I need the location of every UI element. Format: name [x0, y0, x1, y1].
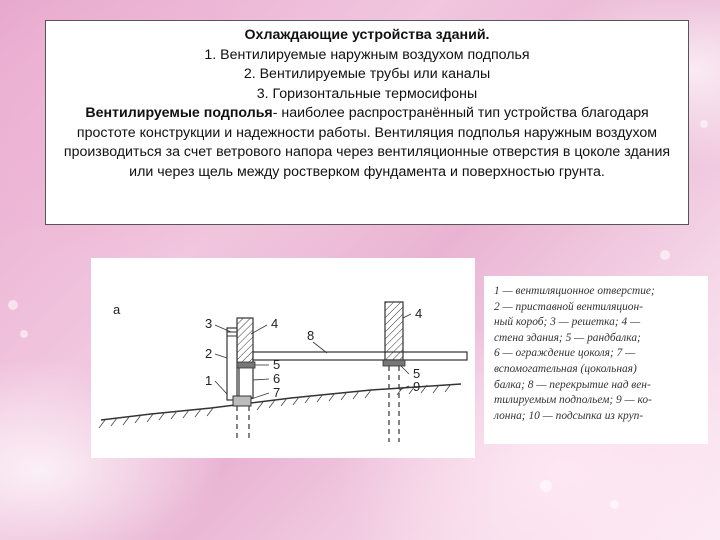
foundation-drawing: [91, 258, 475, 458]
label-4-right: 4: [415, 306, 423, 321]
background-bokeh: [20, 330, 28, 338]
legend-line: ный короб; 3 — решетка; 4 —: [494, 316, 641, 329]
left-wall: [237, 318, 253, 364]
slide-text-box: [45, 20, 689, 225]
background-bokeh: [700, 120, 708, 128]
ground-line: [101, 384, 461, 420]
ring-beam: [237, 362, 255, 368]
legend-line: вспомогательная (цокольная): [494, 362, 637, 375]
background-bokeh: [540, 480, 552, 492]
column: [389, 366, 399, 442]
background-bokeh: [610, 500, 619, 509]
paragraph-rest: - наиболее распространённый тип устройства благодаря простоте конструкции и надежности работы. Вентиляция подполья наружным воздухом производиться за счет ветрового напора через вентиляционные отверстия в цоколе здания или через щель между ростверком фундамента и поверхностью грунта.: [63, 105, 671, 180]
label-5-left: 5: [273, 357, 281, 372]
label-9: 9: [413, 379, 421, 394]
label-6: 6: [273, 371, 281, 386]
label-2: 2: [205, 346, 213, 361]
legend-line: 2 — приставной вентиляцион-: [494, 300, 643, 313]
slide-title: Охлаждающие устройства зданий.: [244, 27, 490, 43]
ventilation-box: [227, 328, 237, 400]
foundation-diagram: [91, 258, 475, 458]
list-item: 2. Вентилируемые трубы или каналы: [243, 66, 491, 82]
label-5-right: 5: [413, 366, 421, 381]
legend-line: балка; 8 — перекрытие над вен-: [494, 378, 651, 391]
legend-line: 1 — вентиляционное отверстие;: [494, 285, 655, 297]
background-bokeh: [8, 300, 18, 310]
left-pile: [237, 406, 249, 442]
floor-slab: [253, 352, 467, 360]
legend-line: стена здания; 5 — рандбалка;: [494, 331, 641, 344]
panel-letter: а: [113, 302, 121, 317]
diagram-legend: [484, 276, 708, 444]
legend-line: тилируемым подпольем; 9 — ко-: [494, 394, 652, 407]
label-1: 1: [205, 373, 213, 388]
label-3: 3: [205, 316, 213, 331]
body-paragraph: [56, 104, 678, 182]
list-item: 1. Вентилируемые наружным воздухом подполья: [204, 46, 530, 63]
paragraph-lead: Вентилируемые подполья: [85, 105, 273, 121]
legend-line: лонна; 10 — подсыпка из круп-: [494, 409, 644, 422]
plinth-fence: [239, 364, 253, 398]
right-wall: [385, 302, 403, 360]
auxiliary-beam: [233, 396, 251, 406]
right-ring-beam: [383, 360, 405, 366]
label-7: 7: [273, 385, 281, 400]
label-4-left: 4: [271, 316, 279, 331]
background-bokeh: [660, 250, 670, 260]
legend-line: 6 — ограждение цоколя; 7 —: [494, 347, 636, 360]
label-8: 8: [307, 328, 315, 343]
list-item: 3. Горизонтальные термосифоны: [256, 85, 478, 102]
